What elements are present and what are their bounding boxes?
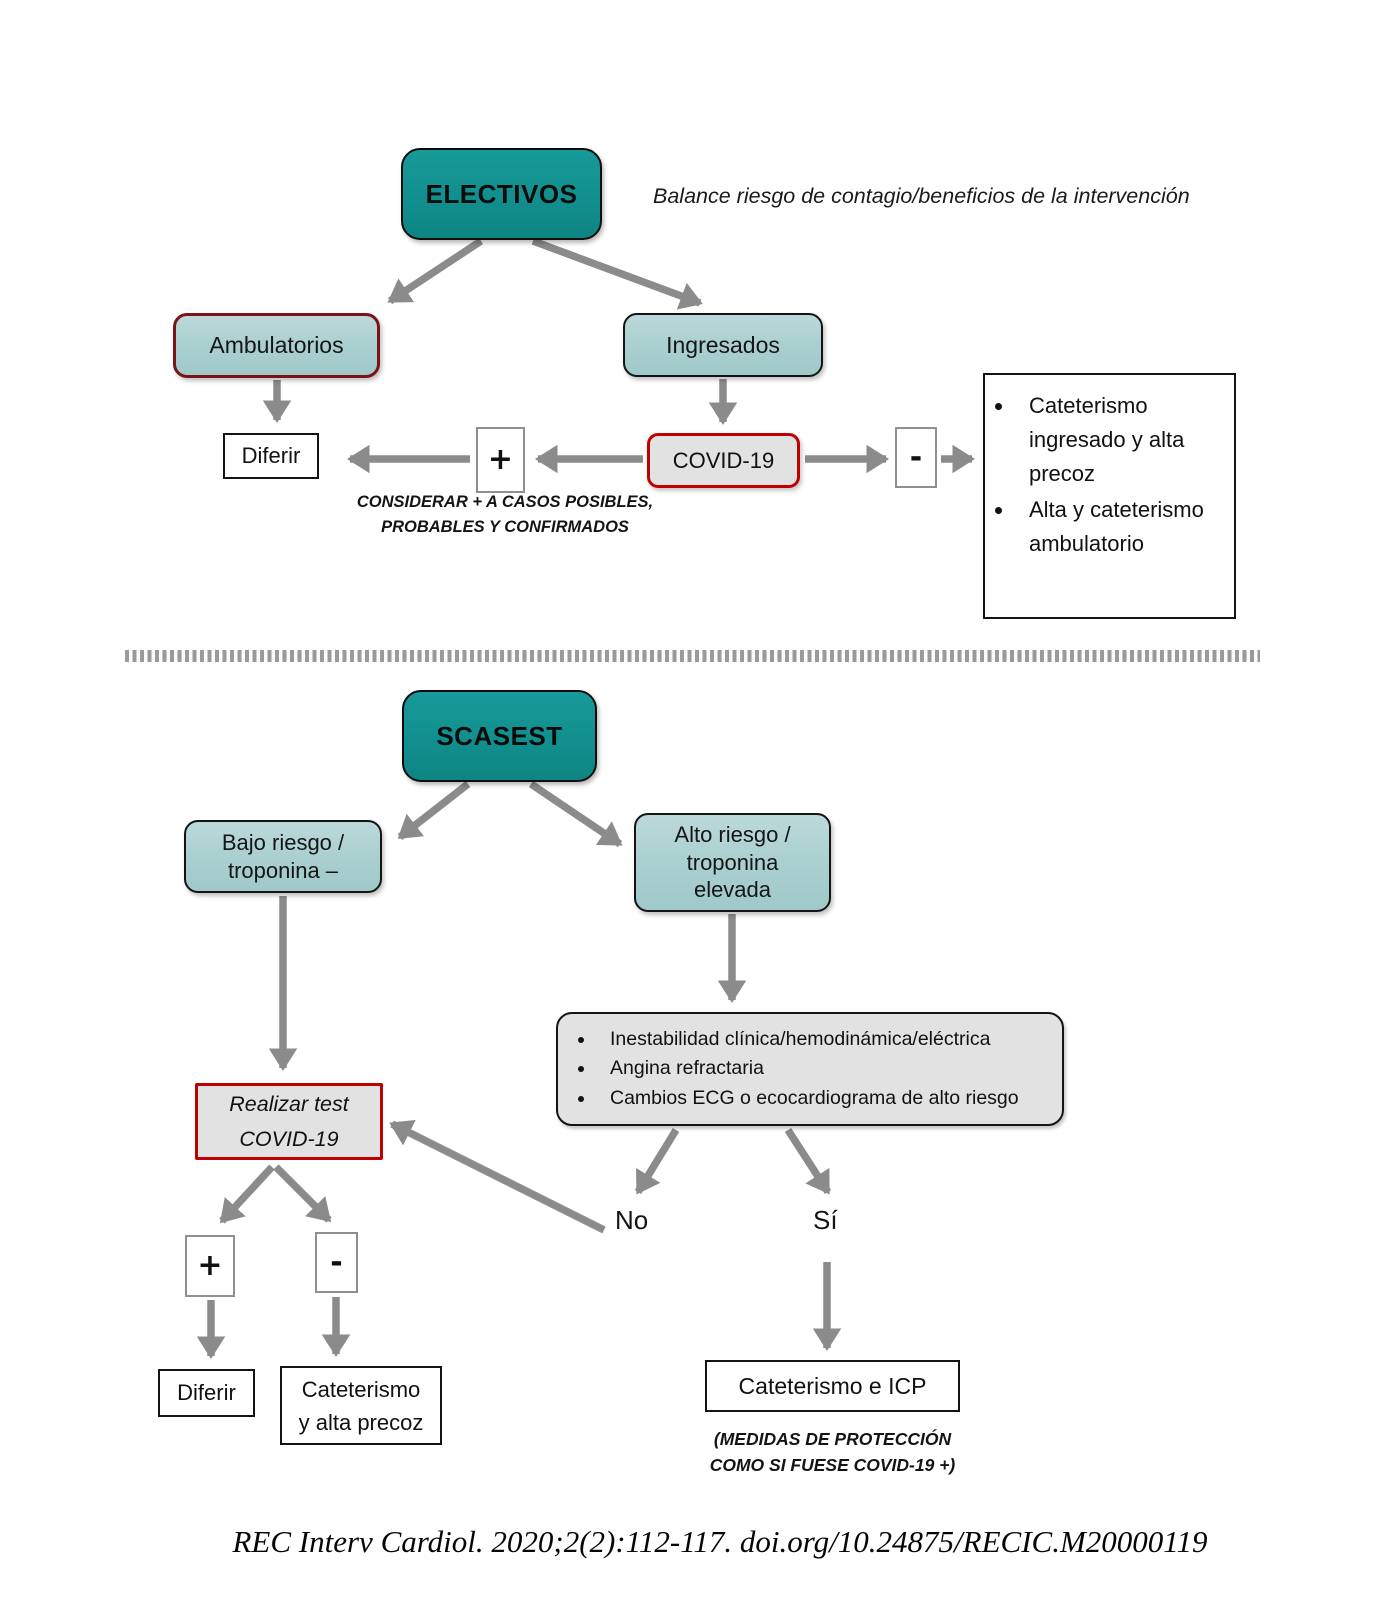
- ambulatorios-node: [173, 313, 380, 378]
- bajo-line2: troponina –: [227, 857, 339, 883]
- outcomes-box: [983, 373, 1236, 619]
- arrow-criteria-si: [788, 1130, 828, 1192]
- si-label: Sí: [813, 1205, 838, 1235]
- arrow-criteria-no: [638, 1130, 676, 1192]
- cat-alta-line2: y alta precoz: [298, 1409, 424, 1435]
- alto-line3: elevada: [693, 877, 772, 903]
- diferir-label-top: Diferir: [241, 443, 301, 469]
- criteria-item: • Inestabilidad clínica/hemodinámica/eléctrica: [596, 1025, 1019, 1054]
- criteria-item: • Angina refractaria: [596, 1054, 1019, 1083]
- covid-positive-node-top: [476, 427, 525, 493]
- considerar-line1: CONSIDERAR + A CASOS POSIBLES,: [356, 493, 654, 511]
- ingresados-label: Ingresados: [666, 331, 780, 358]
- considerar-note: [355, 490, 655, 540]
- arrow-realizar-plus: [222, 1167, 272, 1221]
- cat-icp-label: Cateterismo e ICP: [738, 1372, 927, 1399]
- electivos-label: ELECTIVOS: [425, 178, 578, 209]
- scasest-node: [402, 690, 597, 782]
- arrow-electivos-ambulatorios: [390, 241, 481, 301]
- medidas-note: [690, 1426, 975, 1479]
- bajo-line1: Bajo riesgo /: [221, 830, 345, 855]
- covid-negative-node-bottom: [315, 1232, 358, 1293]
- covid-negative-node-top: [895, 427, 937, 488]
- electivos-node: [401, 148, 602, 240]
- arrow-realizar-minus: [276, 1167, 329, 1220]
- diferir-node-bottom: [158, 1369, 255, 1417]
- cat-alta-line1: Cateterismo: [301, 1376, 421, 1402]
- alto-line1: Alto riesgo /: [674, 822, 791, 848]
- diferir-label-bottom: Diferir: [177, 1380, 236, 1406]
- plus-sign-bottom: +: [197, 1248, 223, 1284]
- alto-riesgo-node: [634, 813, 831, 912]
- alto-line2: troponina: [686, 849, 779, 875]
- covid-test-node-top: [647, 433, 800, 488]
- medidas-line1: (MEDIDAS DE PROTECCIÓN: [713, 1429, 952, 1449]
- criteria-box: [556, 1012, 1064, 1126]
- section-divider: [125, 650, 1260, 662]
- medidas-line2: COMO SI FUESE COVID-19 +): [709, 1455, 956, 1476]
- arrow-electivos-ingresados: [533, 241, 700, 303]
- cateterismo-alta-node: [280, 1366, 442, 1445]
- arrow-scasest-bajo: [400, 784, 468, 837]
- criteria-list: [558, 1025, 1025, 1113]
- outcome-item: • Cateterismo ingresado y alta precoz: [1015, 389, 1228, 491]
- ambulatorios-label: Ambulatorios: [209, 332, 344, 359]
- diferir-node-top: [223, 433, 319, 479]
- considerar-line2: PROBABLES Y CONFIRMADOS: [381, 517, 629, 536]
- covid-positive-node-bottom: [185, 1235, 235, 1297]
- arrow-scasest-alto: [531, 784, 620, 844]
- outcomes-list: [985, 389, 1234, 563]
- minus-sign-top: -: [909, 439, 923, 475]
- no-label: No: [615, 1205, 649, 1235]
- covid-label-top: COVID-19: [672, 447, 775, 473]
- cateterismo-icp-node: [705, 1360, 960, 1412]
- scasest-label: SCASEST: [436, 720, 563, 751]
- citation-text: REC Interv Cardiol. 2020;2(2):112-117. doi.org/10.24875/RECIC.M20000119: [232, 1524, 1208, 1559]
- plus-sign-top: +: [487, 442, 514, 478]
- arrow-no-realizar: [392, 1124, 604, 1230]
- realizar-line2: COVID-19: [239, 1126, 339, 1151]
- minus-sign-bottom: -: [330, 1244, 343, 1280]
- ingresados-node: [623, 313, 823, 377]
- outcome-item: • Alta y cateterismo ambulatorio: [1015, 493, 1228, 561]
- bajo-riesgo-node: [184, 820, 382, 893]
- criteria-item: • Cambios ECG o ecocardiograma de alto riesgo: [596, 1084, 1019, 1113]
- realizar-test-node: [195, 1083, 383, 1160]
- realizar-line1: Realizar test: [229, 1092, 349, 1117]
- balance-note: Balance riesgo de contagio/beneficios de la intervención: [653, 184, 1190, 208]
